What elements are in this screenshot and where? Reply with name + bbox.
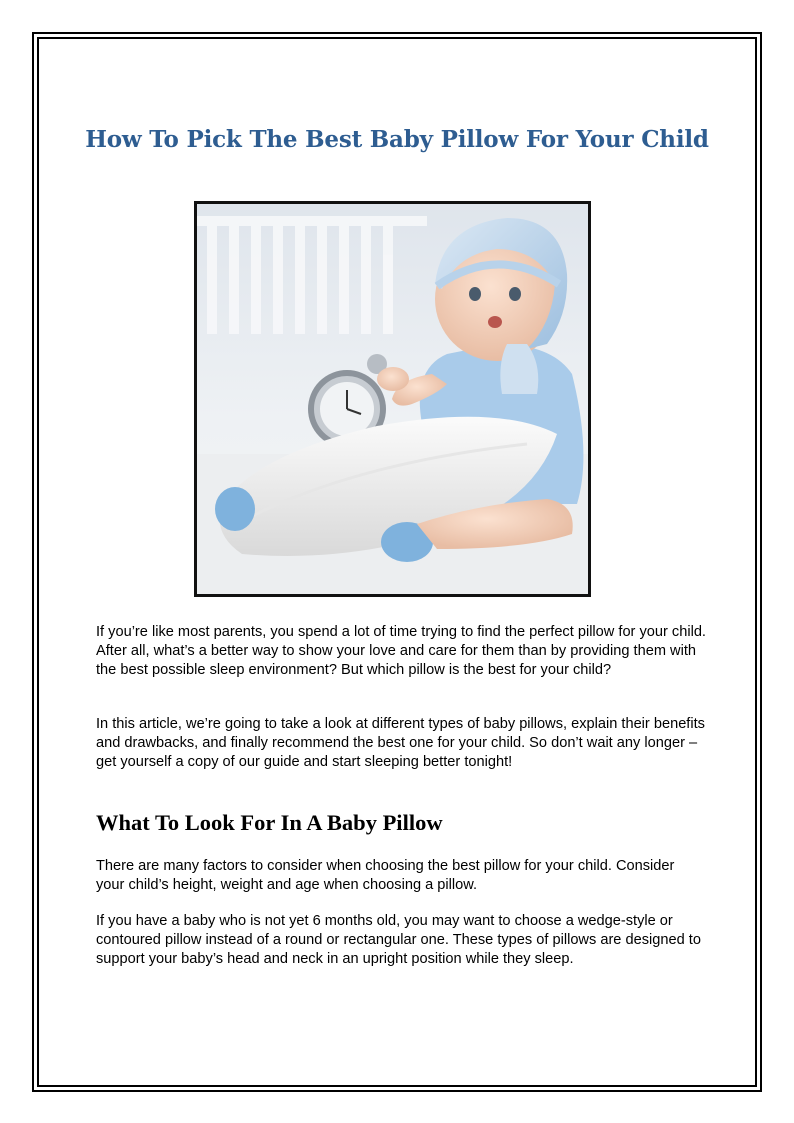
section-paragraph-2: If you have a baby who is not yet 6 months old, you may want to choose a wedge-style or contoured pillow instead of a round or rectangular one. These types of pillows are designed to support your baby’s head and neck in an upright position while they sleep.: [96, 913, 701, 967]
intro-paragraph-2: In this article, we’re going to take a look at different types of baby pillows, explain their benefits and drawbacks, and finally recommend the best one for your child. So don’t wait any longer – get yourself a copy of our guide and start sleeping better tonight!: [96, 716, 705, 770]
baby-with-pillow-photo: [194, 201, 591, 597]
intro-paragraph-1: If you’re like most parents, you spend a lot of time trying to find the perfect pillow for your child. After all, what’s a better way to show your love and care for them than by providing them with the best possible sleep environment? But which pillow is the best for your child?: [96, 624, 706, 678]
section-paragraph-1: There are many factors to consider when choosing the best pillow for your child. Consider your child’s height, weight and age when choosing a pillow.: [96, 858, 675, 893]
document-title: How To Pick The Best Baby Pillow For Your Child: [85, 126, 709, 153]
section-heading: What To Look For In A Baby Pillow: [96, 810, 443, 835]
